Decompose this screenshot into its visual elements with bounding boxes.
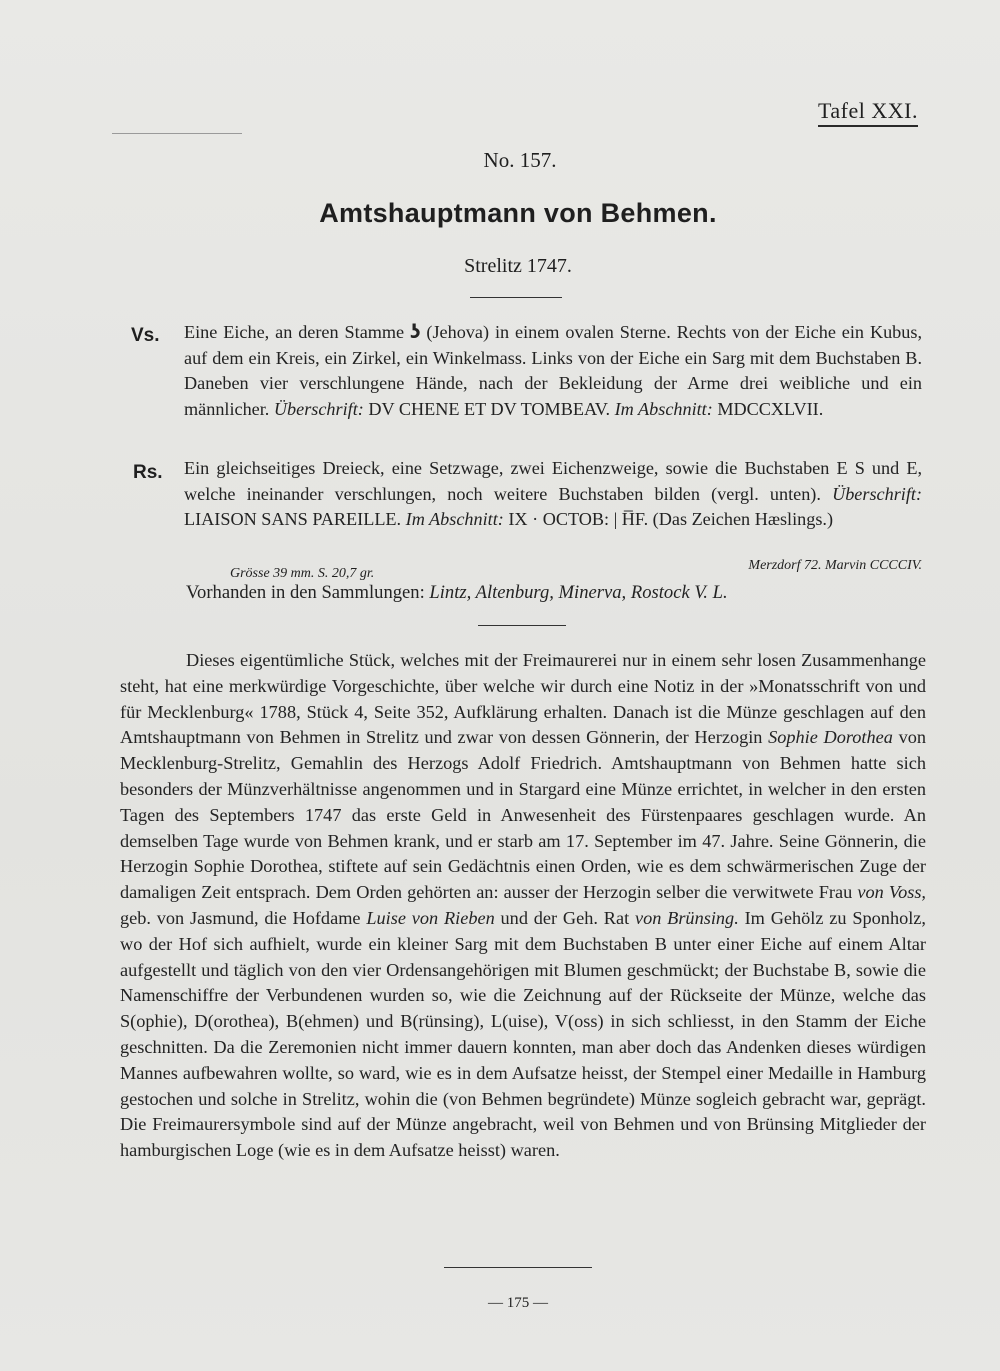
catalog-references: Merzdorf 72. Marvin CCCCIV.	[748, 558, 922, 573]
reverse-description	[184, 456, 922, 533]
body-part-e: geb. von Jasmund, die Hofdame	[120, 907, 367, 928]
reverse-exergue-label: Im Abschnitt:	[405, 509, 504, 530]
body-part-a: Dieses eigentümliche Stück, welches mit der Freimaurerei nur in einem sehr losen Zusammenhange steht, hat eine merkwürdige Vorgeschichte, über welche wir durch eine Notiz in der »Monatsschrift von und für Mecklenburg« 1788, Stück 4, Seite 352, Aufklärung erhalten. Danach ist die Münze geschlagen auf den Amtshauptmann von Behmen in Strelitz und zwar von dessen Gönnerin, der Herzogin	[120, 650, 926, 748]
collections-line	[186, 580, 926, 606]
collections-label: Vorhanden in den Sammlungen:	[186, 582, 425, 603]
page-title: Amtshauptmann von Behmen.	[319, 198, 717, 228]
body-part-c: von Mecklenburg-Strelitz, Gemahlin des Herzogs Adolf Friedrich. Amtshauptmann von Behmen hatte sich besonders der Münzverhältnisse angenommen und in Stargard eine Münze errichtet, in welcher in den ersten Tagen des Septembers 1747 das erste Geld in Anwesenheit des Fürstenpaares geschlagen wurde. An demselben Tage wurde von Behmen krank, und er starb am 17. September im 47. Jahre. Seine Gönnerin, die Herzogin Sophie Dorothea, stiftete auf sein Gedächtnis einen Orden, wie es dem schwärmerischen Zuge der damaligen Zeit entsprach. Dem Orden gehörten an: ausser der Herzogin selber die verwitwete Frau	[120, 727, 926, 903]
obverse-exergue-label: Im Abschnitt:	[614, 398, 713, 419]
top-left-rule	[112, 133, 242, 134]
body-name-sophie: Sophie Dorothea	[768, 727, 893, 748]
reverse-label: Rs.	[133, 462, 163, 483]
plate-label: Tafel XXI.	[818, 98, 918, 127]
obverse-text-a: Eine Eiche, an deren Stamme	[184, 322, 411, 342]
body-part-g: und der Geh. Rat	[494, 907, 635, 928]
title-divider	[470, 297, 562, 298]
commentary-text	[120, 648, 926, 1164]
reverse-text-a: Ein gleichseitiges Dreieck, eine Setzwage, zwei Eichenzweige, sowie die Buchstaben E S und E, welche ineinander verschlungen, noch weitere Buchstaben bilden (vergl. unten).	[184, 458, 922, 504]
obverse-description	[184, 320, 922, 422]
obverse-inscription-label: Überschrift:	[273, 398, 364, 419]
obverse-exergue: MDCCXLVII.	[712, 398, 824, 419]
coin-size-weight: Grösse 39 mm. S. 20,7 gr.	[230, 566, 375, 581]
obverse-inscription: DV CHENE ET DV TOMBEAV.	[363, 398, 615, 419]
body-part-i: Im Gehölz zu Sponholz, wo der Hof sich aufhielt, wurde ein kleiner Sarg mit dem Buchstaben B unter einer Eiche auf einem Altar aufgestellt und täglich von den vier Ordensangehörigen mit Blumen geschmückt; der Buchstabe B, sowie die Namenschiffre der Verbundenen wurden so, wie die Zeichnung auf der Rückseite der Münze, welche das S(ophie), D(orothea), B(ehmen) und B(rünsing), L(uise), V(oss) in sich schliesst, in den Stamm der Eiche geschnitten. Da die Zeremonien nicht immer dauern konnten, man aber doch das Andenken dieses würdigen Mannes aufbewahren wollte, so ward, wie es in dem Aufsatze heisst, der Stempel einer Medaille in Hamburg gestochen und solche in Strelitz, wohin die (von Behmen begründete) Münze sogleich gebracht war, geprägt. Die Freimaurersymbole sind auf der Münze angebracht, weil von Behmen und von Brünsing Mitglieder der hamburgischen Loge (wie es in dem Aufsatze heisst) waren.	[120, 907, 926, 1161]
obverse-text-b: (Jehova) in einem ovalen Sterne. Rechts von der Eiche ein Kubus, auf dem ein Kreis, ein Zirkel, ein Winkelmass. Links von der Eiche ein Sarg mit dem Buchstaben B. Daneben vier verschlungene Hände, nach der Bekleidung der Arme drei weibliche und ein männlicher.	[184, 322, 922, 419]
reverse-inscription-label: Überschrift:	[832, 483, 922, 504]
body-name-bruensing: von Brünsing.	[634, 907, 739, 928]
reverse-exergue: IX · OCTOB: | H̅F. (Das Zeichen Hæslings.)	[503, 509, 834, 530]
body-name-voss: von Voss,	[857, 882, 927, 903]
place-year: Strelitz 1747.	[464, 255, 572, 277]
section-divider	[478, 625, 566, 626]
jehova-symbol: ʖ	[410, 322, 421, 343]
page-number: — 175 —	[488, 1295, 548, 1311]
reverse-inscription: LIAISON SANS PAREILLE.	[184, 509, 406, 530]
item-number: No. 157.	[483, 148, 557, 172]
body-name-rieben: Luise von Rieben	[366, 907, 495, 928]
obverse-label: Vs.	[131, 325, 160, 346]
footer-divider	[444, 1267, 592, 1268]
collections-list: Lintz, Altenburg, Minerva, Rostock V. L.	[424, 582, 728, 603]
